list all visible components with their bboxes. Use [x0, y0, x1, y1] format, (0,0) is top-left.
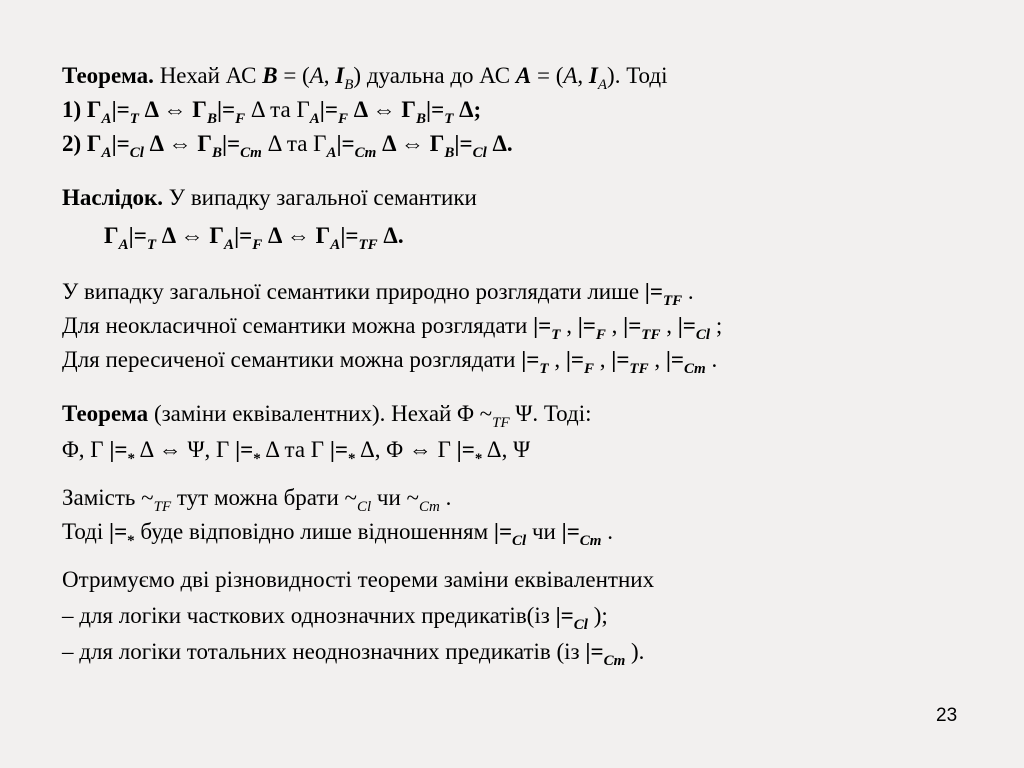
general-semantics-text: У випадку загальної семантики природно розглядати лише $|=_{TF}$ .	[62, 279, 694, 309]
corollary-label: Наслідок.	[62, 185, 164, 210]
theorem-label: Теорема.	[62, 63, 154, 88]
relation-note: Тоді $|=_*$ буде відповідно лише відношенням $|=_{Cl}$ чи $|=_{Cm}$ .	[62, 519, 613, 549]
neoclassical-semantics-text: Для неокласичної семантики можна розглядати $|=_T$ , $|=_F$ , $|=_{TF}$ , $|=_{Cl}$ ;	[62, 313, 723, 343]
theorem-duality-statement: Теорема. Нехай АС B = (A, $I_B$) дуальна до АС A = (A, $I_A$). Тоді	[62, 63, 668, 93]
equivalence-replacement-note: Замість $\sim_{TF}$ тут можна брати $\sim_{Cl}$ чи $\sim_{Cm}$ .	[62, 485, 452, 515]
corollary-formula: $\Gamma_A|=_T$ Δ ⇔ $\Gamma_A|=_F$ Δ ⇔ $\Gamma_A|=_{TF}$ Δ.	[104, 223, 404, 253]
theorem-replacement-statement: Теорема (заміни еквівалентних). Нехай Φ $\sim_{TF}$ Ψ. Тоді:	[62, 401, 592, 431]
variant-total-predicates: – для логіки тотальних неоднозначних предикатів (із $|=_{Cm}$ ).	[62, 639, 645, 669]
oversaturated-semantics-text: Для пересиченої семантики можна розглядати $|=_T$ , $|=_F$ , $|=_{TF}$ , $|=_{Cm}$ .	[62, 347, 718, 377]
variant-partial-predicates: – для логіки часткових однозначних предикатів(із $|=_{Cl}$ );	[62, 603, 608, 633]
corollary-heading: Наслідок. У випадку загальної семантики	[62, 185, 477, 210]
formula-line-2: 2) $\Gamma_A|=_{Cl}$ Δ ⇔ $\Gamma_B|=_{Cm}$ Δ та $\Gamma_A|=_{Cm}$ Δ ⇔ $\Gamma_B|=_{Cl}$ Δ.	[62, 131, 513, 161]
variants-intro: Отримуємо дві різновидності теореми заміни еквівалентних	[62, 567, 655, 592]
replacement-formula: Φ, Γ $|=_*$ Δ ⇔ Ψ, Γ $|=_*$ Δ та Γ $|=_*$ Δ, Φ ⇔ Γ $|=_*$ Δ, Ψ	[62, 437, 531, 467]
page-number: 23	[936, 705, 958, 726]
theorem-label: Теорема	[62, 401, 149, 426]
formula-line-1: 1) $\Gamma_A|=_T$ Δ ⇔ $\Gamma_B|=_F$ Δ та $\Gamma_A|=_F$ Δ ⇔ $\Gamma_B|=_T$ Δ;	[62, 97, 482, 127]
